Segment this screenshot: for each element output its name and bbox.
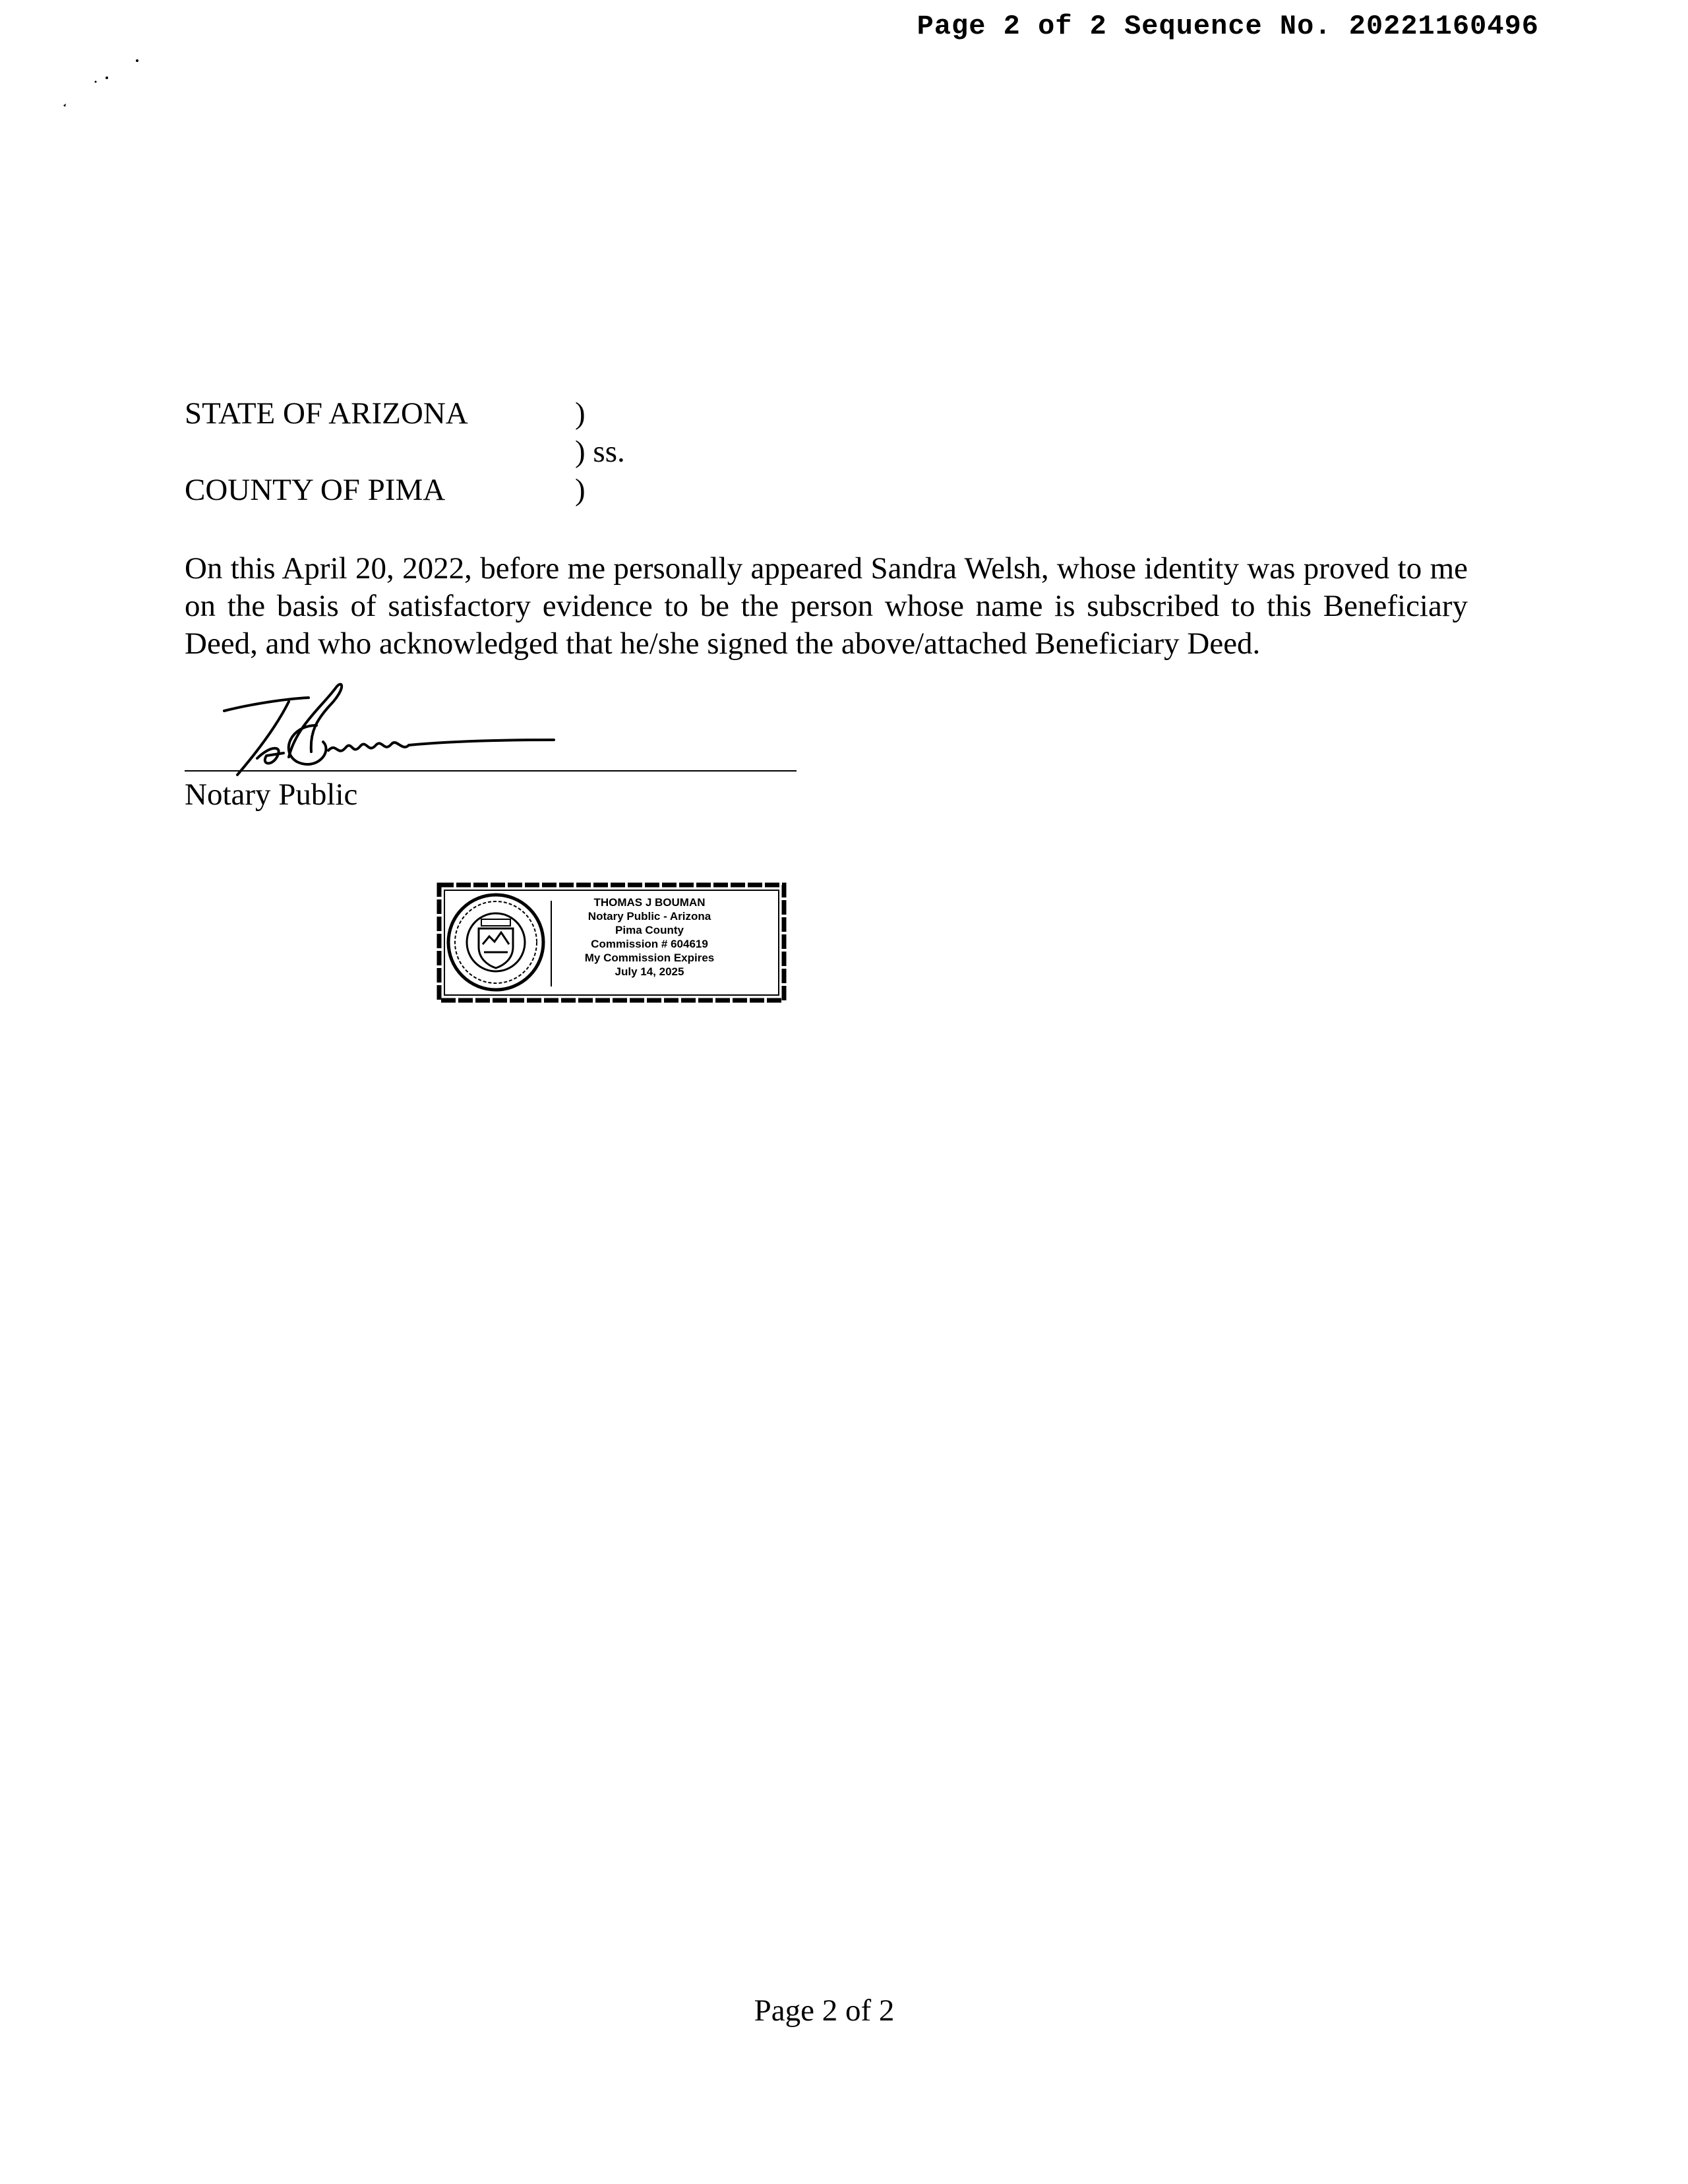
scan-speck-marks <box>59 53 145 119</box>
notary-signature <box>211 679 567 785</box>
sequence-header: Page 2 of 2 Sequence No. 20221160496 <box>917 11 1539 42</box>
stamp-line: Pima County <box>615 924 684 936</box>
state-seal-icon <box>448 895 543 990</box>
venue-state: STATE OF ARIZONA <box>185 396 468 431</box>
venue-paren-top: ) <box>575 396 586 431</box>
stamp-line: July 14, 2025 <box>615 965 684 978</box>
venue-county: COUNTY OF PIMA <box>185 473 446 507</box>
acknowledgment-paragraph: On this April 20, 2022, before me personally appeared Sandra Welsh, whose identity was proved to me on the basis of satisfactory evidence to be the person whose name is subscribed to this Beneficiary Deed, and who acknowledged that he/she signed the above/attached Beneficiary Deed. <box>185 551 1468 661</box>
stamp-line: My Commission Expires <box>584 952 715 964</box>
notary-stamp-text <box>547 895 752 979</box>
venue-paren-bottom: ) <box>575 473 586 507</box>
stamp-line: Notary Public - Arizona <box>588 910 711 923</box>
signature-line <box>185 770 797 772</box>
notary-public-label: Notary Public <box>185 777 358 812</box>
stamp-line: THOMAS J BOUMAN <box>593 896 706 909</box>
venue-ss: ) ss. <box>575 435 625 469</box>
page-number-footer: Page 2 of 2 <box>754 1993 895 2028</box>
stamp-line: Commission # 604619 <box>591 938 708 950</box>
